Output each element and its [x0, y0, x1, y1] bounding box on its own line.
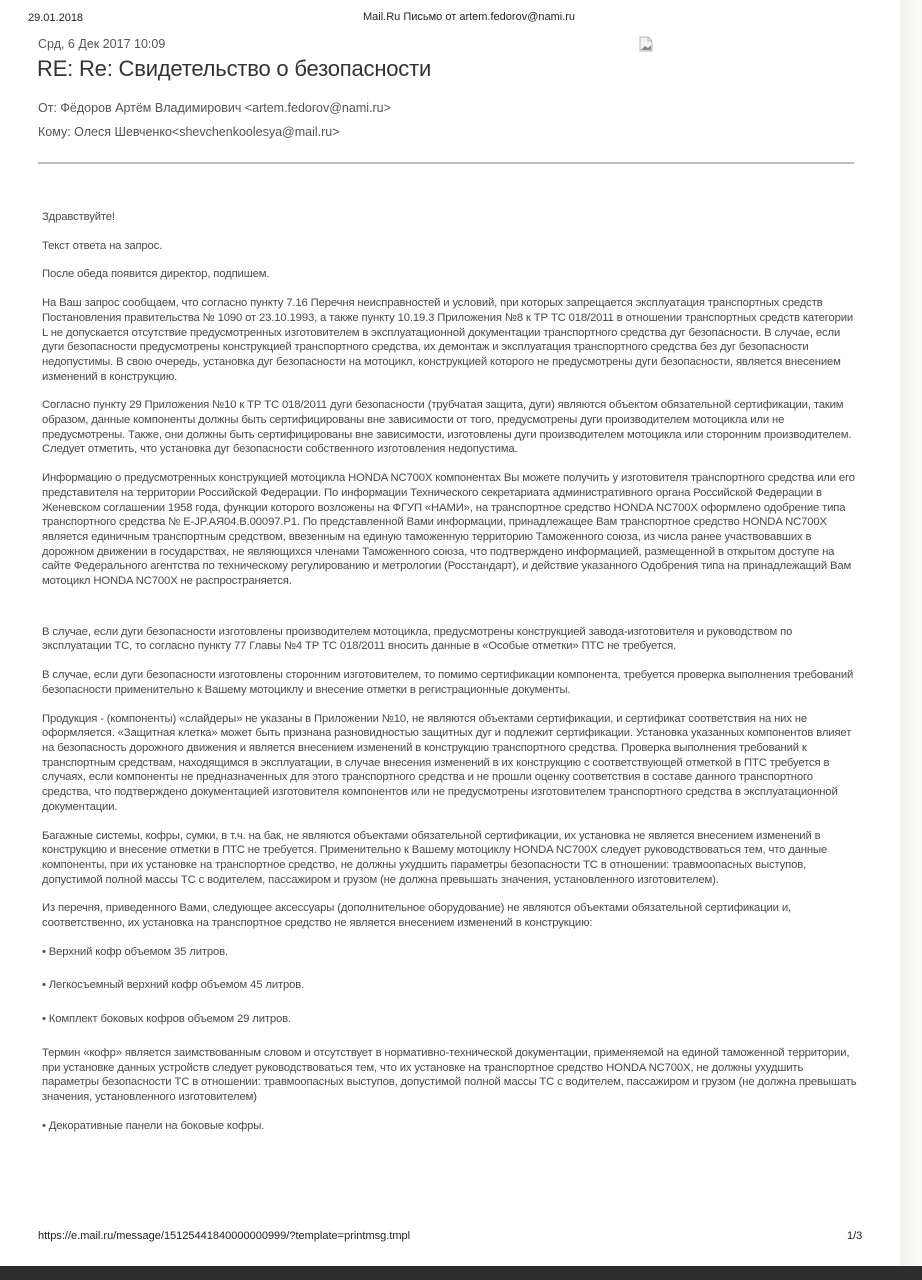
body-paragraph: В случае, если дуги безопасности изготовлены производителем мотоцикла, предусмотрены конструкцией завода-изготовителя и руководством по эксплуатации ТС, то согласно пункту 77 Главы №4 ТР ТС 018/2011 вносить данные в «Особые отметки» ПТС не требуется. — [42, 625, 793, 653]
print-date: 29.01.2018 — [28, 12, 84, 24]
list-item: • Декоративные панели на боковые кофры. — [42, 1119, 265, 1132]
print-footer-url: https://e.mail.ru/message/15125441840000000999/?template=printmsg.tmpl — [38, 1230, 411, 1242]
message-body — [42, 210, 857, 1152]
body-paragraph: Из перечня, приведенного Вами, следующее аксессуары (дополнительное оборудование) не являются объектами обязательной сертификации и, соответственно, их установка на транспортное средство не является внесением изменений в конструкцию: — [42, 902, 791, 930]
list-item: • Верхний кофр объемом 35 литров. — [42, 945, 228, 958]
message-from: От: Фёдоров Артём Владимирович <artem.fedorov@nami.ru> — [38, 101, 391, 115]
broken-image-icon — [638, 36, 654, 52]
scan-edge — [900, 0, 922, 1268]
body-paragraph: Термин «кофр» является заимствованным словом и отсутствует в нормативно-технической документации, применяемой на единой таможенной территории, при установке данных устройств следует руководствоваться тем, что их установке на транспортное средство HONDA NC700X, не должны ухудшить параметры безопасности ТС в отношении: травмоопасных выступов, допустимой полной массы ТС с водителем, пассажиром и грузом (не должна превышать значения, установленного изготовителем) — [42, 1046, 857, 1103]
body-paragraph: Информацию о предусмотренных конструкцией мотоцикла HONDA NC700X компонентах Вы можете получить у изготовителя транспортного средства или его представителя на территории Российской Федерации. По информации Технического секретариата административного органа Российской Федерации в Женевском соглашении 1958 года, функции которого возложены на ФГУП «НАМИ», на транспортное средство HONDA NC700X оформлено одобрение типа транспортного средства № E-JP.АЯ04.В.00097.Р1. По представленной Вами информации, принадлежащее Вам транспортное средство HONDA NC700X является единичным транспортным средством, ввезенным на единую таможенную территорию Таможенного союза, из числа ранее участвовавших в дорожном движении в государствах, не являющихся членами Таможенного союза, что подтверждено информацией, размещенной в открытом доступе на сайте Федерального агентства по техническому регулированию и метрологии (Росстандарт), и действие указанного Одобрения типа на принадлежащий Вам мотоцикл HONDA NC700X не распространяется. — [42, 472, 855, 588]
message-to: Кому: Олеся Шевченко<shevchenkoolesya@mail.ru> — [38, 125, 340, 139]
scan-bottom-edge — [0, 1266, 922, 1280]
body-paragraph: Текст ответа на запрос. — [42, 239, 163, 252]
body-paragraph: Продукция - (компоненты) «слайдеры» не указаны в Приложении №10, не являются объектами сертификации, и сертификат соответствия на них не оформляется. «Защитная клетка» может быть признана разновидностью защитных дуг и подлежит сертификации. Установка указанных компонентов влияет на безопасность дорожного движения и является внесением изменений в конструкцию транспортного средства. Проверка выполнения требований к транспортным средствам, находящимся в эксплуатации, в случае внесения изменений в их конструкцию с соответствующей отметкой в ПТС требуется в случаях, если компоненты не предназначенных для этого транспортного средства и не прошли оценку соответствия в составе данного транспортного средства, что подтверждено документацией изготовителя компонентов или не предусмотрены изготовителем транспортного средства в эксплуатационной документации. — [42, 712, 852, 813]
greeting: Здравствуйте! — [42, 211, 115, 223]
message-subject: RE: Re: Свидетельство о безопасности — [37, 56, 432, 81]
message-date: Срд, 6 Дек 2017 10:09 — [38, 37, 166, 51]
body-paragraph: На Ваш запрос сообщаем, что согласно пункту 7.16 Перечня неисправностей и условий, при которых запрещается эксплуатация транспортных средств Постановления правительства № 1090 от 23.10.1993, а также пункту 10.19.3 Приложения №8 к ТР ТС 018/2011 в отношении транспортных средств категории L не допускается отсутствие предусмотренных изготовителем в эксплуатационной документации транспортного средства дуг безопасности. В случае, если дуги безопасности предусмотрены конструкцией транспортного средства, их демонтаж и эксплуатация транспортного средства без дуг безопасности недопустимы. В свою очередь, установка дуг безопасности на мотоцикл, конструкцией которого не предусмотрены дуги безопасности, является внесением изменений в конструкцию. — [42, 297, 854, 383]
page-number: 1/3 — [847, 1230, 863, 1242]
body-paragraph: После обеда появится директор, подпишем. — [42, 268, 270, 281]
print-header-title: Mail.Ru Письмо от artem.fedorov@nami.ru — [363, 11, 576, 23]
header-divider — [38, 162, 854, 164]
body-paragraph: Согласно пункту 29 Приложения №10 к ТР ТС 018/2011 дуги безопасности (трубчатая защита, дуги) являются объектом обязательной сертификации, таким образом, данные компоненты должны быть сертифицированы вне зависимости от того, предусмотрены дуги производителем мотоцикла или не предусмотрены. Также, они должны быть сертифицированы вне зависимости, изготовлены дуги производителем мотоцикла или сторонним производителем. Следует отметить, что установка дуг безопасности собственного изготовления недопустима. — [42, 399, 852, 456]
body-paragraph: Багажные системы, кофры, сумки, в т.ч. на бак, не являются объектами обязательной сертификации, их установка не является внесением изменений в конструкцию и внесение отметки в ПТС не требуется. Применительно к Вашему мотоциклу HONDA NC700X следует руководствоваться тем, что данные компоненты, при их установке на транспортное средство, не должны ухудшить параметры безопасности ТС в отношении: травмоопасных выступов, допустимой полной массы ТС с водителем, пассажиром и грузом (не должна превышать значения, установленного изготовителем). — [42, 829, 828, 886]
list-item: • Легкосъемный верхний кофр объемом 45 литров. — [42, 979, 305, 992]
list-item: • Комплект боковых кофров объемом 29 литров. — [42, 1013, 292, 1026]
body-paragraph: В случае, если дуги безопасности изготовлены сторонним изготовителем, то помимо сертификации компонента, требуется проверка выполнения требований безопасности применительно к Вашему мотоциклу и внесение отметки в регистрационные документы. — [42, 669, 854, 696]
